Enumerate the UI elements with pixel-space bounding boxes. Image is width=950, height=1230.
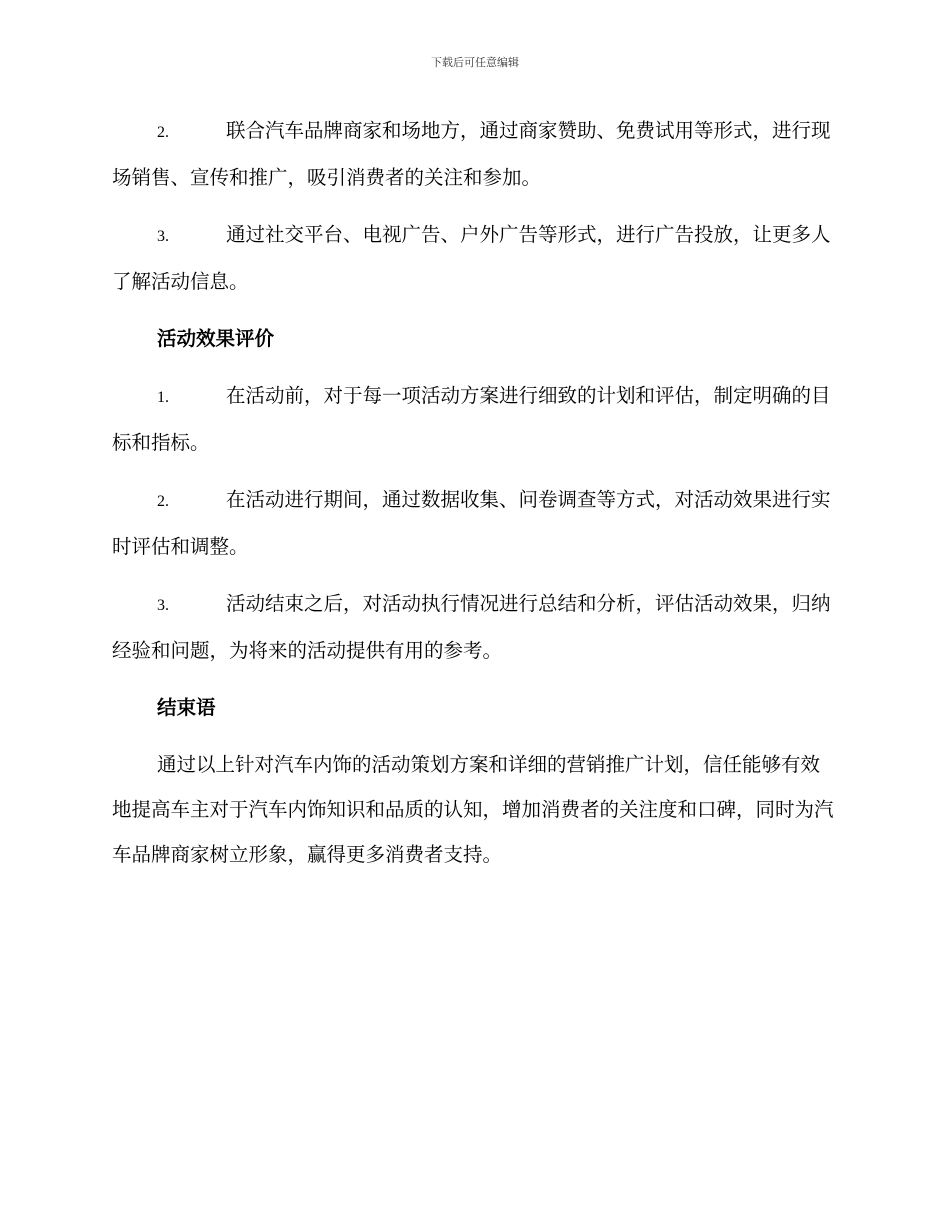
list-number: 3.: [157, 597, 169, 614]
list-text: 在活动前，对于每一项活动方案进行细致的计划和评估，制定明确的目标和指标。: [112, 384, 831, 454]
list-number: 2.: [157, 124, 169, 141]
list-number: 3.: [157, 228, 169, 245]
list-item: [112, 212, 838, 304]
list-item: [112, 108, 838, 200]
list-number: 1.: [157, 389, 169, 406]
section-heading-conclusion: 结束语: [157, 696, 216, 719]
header-note: 下载后可任意编辑: [431, 56, 519, 69]
document-body: [112, 108, 838, 877]
list-text: 在活动进行期间，通过数据收集、问卷调查等方式，对活动效果进行实时评估和调整。: [112, 488, 831, 558]
list-item: [112, 581, 838, 673]
list-number: 2.: [157, 493, 169, 510]
list-item: [112, 373, 838, 465]
conclusion-paragraph: 通过以上针对汽车内饰的活动策划方案和详细的营销推广计划，信任能够有效地提高车主对于汽车内饰知识和品质的认知，增加消费者的关注度和口碑，同时为汽车品牌商家树立形象，赢得更多消费者支持。: [112, 753, 834, 866]
list-item: [112, 477, 838, 569]
list-text: 联合汽车品牌商家和场地方，通过商家赞助、免费试用等形式，进行现场销售、宣传和推广，吸引消费者的关注和参加。: [112, 119, 831, 189]
section-heading-evaluation: 活动效果评价: [157, 327, 275, 350]
list-text: 通过社交平台、电视广告、户外广告等形式，进行广告投放，让更多人了解活动信息。: [112, 223, 831, 293]
list-text: 活动结束之后，对活动执行情况进行总结和分析，评估活动效果，归纳经验和问题，为将来的活动提供有用的参考。: [112, 592, 831, 662]
